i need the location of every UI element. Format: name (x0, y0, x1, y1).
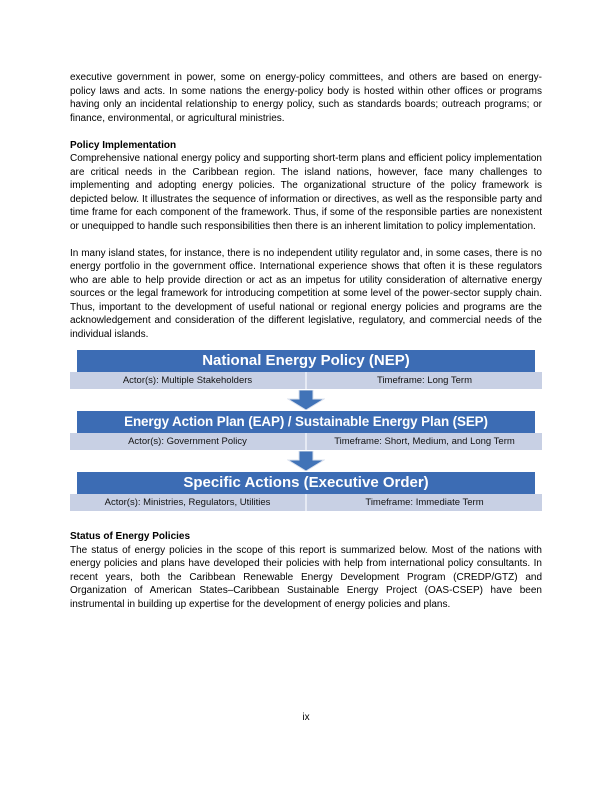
diagram-box-eap-sep (70, 411, 542, 450)
diagram-actor-label: Actor(s): Multiple Stakeholders (122, 375, 253, 386)
diagram-actor-label: Actor(s): Ministries, Regulators, Utilities (104, 497, 271, 508)
policy-implementation-heading: Policy Implementation (70, 139, 177, 151)
diagram-box-title: Energy Action Plan (EAP) / Sustainable Energy Plan (SEP) (77, 411, 535, 433)
flow-arrow (70, 451, 542, 471)
diagram-box-meta-row (70, 494, 542, 511)
page-number: ix (302, 712, 310, 723)
down-arrow-icon (287, 390, 325, 410)
flow-arrow (70, 390, 542, 410)
diagram-box-meta-row (70, 433, 542, 450)
status-of-energy-policies-paragraph: The status of energy policies in the scope of this report is summarized below. Most of the nations with energy policies and plans have developed their policies with help from international policy consultants. In recent years, both the Caribbean Renewable Energy Development Program (CREDP/GTZ) and Organization of American States–Caribbean Sustainable Energy Project (OAS-CSEP) have been instrumental in building up expertise for the development of energy policies and plans. (70, 544, 542, 610)
policy-framework-diagram (70, 350, 542, 511)
diagram-box-title: Specific Actions (Executive Order) (77, 472, 535, 494)
down-arrow-icon (287, 451, 325, 471)
status-of-energy-policies-heading: Status of Energy Policies (70, 531, 191, 542)
intro-paragraph: executive government in power, some on energy-policy committees, and others are based on energy-policy laws and acts. In some nations the energy-policy body is hosted within other offices or programs having only an incidental relationship to energy policy, such as standards boards; outreach programs; or finance, environmental, or agricultural ministries. (70, 72, 542, 124)
diagram-box-specific-actions (70, 472, 542, 511)
diagram-box-nep (70, 350, 542, 389)
page-content (70, 71, 542, 611)
diagram-timeframe-label: Timeframe: Immediate Term (365, 497, 484, 508)
policy-implementation-paragraph-2: In many island states, for instance, there is no independent utility regulator and, in some cases, there is no energy portfolio in the government office. International experience shows that often it is these regulators who are able to help provide direction or act as an impetus for utility consideration of alternative energy sources or the legal framework for introducing competition at some level of the power-sector supply chain. Thus, important to the development of useful national or regional energy policies and programs are the acknowledgement and consideration of the different legislative, regulatory, and commercial needs of the individual islands. (70, 247, 542, 340)
diagram-timeframe-label: Timeframe: Long Term (376, 375, 473, 386)
diagram-timeframe-label: Timeframe: Short, Medium, and Long Term (334, 436, 515, 447)
diagram-actor-label: Actor(s): Government Policy (128, 436, 247, 447)
diagram-box-title: National Energy Policy (NEP) (77, 350, 535, 372)
diagram-box-meta-row (70, 372, 542, 389)
policy-implementation-paragraph-1: Comprehensive national energy policy and supporting short-term plans and efficient policy implementation are critical needs in the Caribbean region. The island nations, however, face many challenges to implementing and adopting energy policies. The organizational structure of the policy framework is depicted below. It illustrates the sequence of information or directives, as well as the responsible party and time frame for each component of the framework. Thus, if some of the responsible parties are nonexistent or unequipped to handle such responsibilities then there is an inherent limitation to policy implementation. (70, 153, 542, 232)
